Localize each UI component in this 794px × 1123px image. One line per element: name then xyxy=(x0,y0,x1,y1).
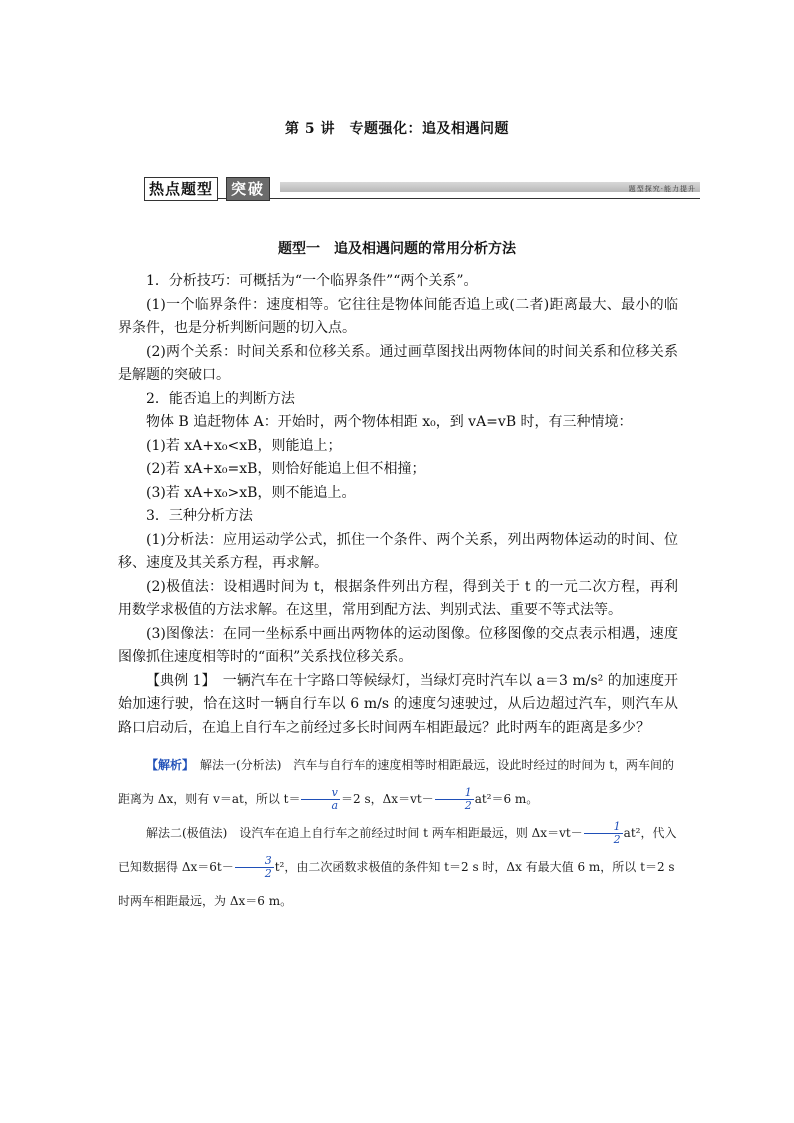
solution-text: 解法二(极值法) 设汽车在追上自行车之前经过时间 t 两车相距最远，则 Δx＝vt－ xyxy=(146,826,583,840)
solution-text: at²＝6 m。 xyxy=(474,792,539,806)
section-banner xyxy=(144,177,700,201)
paragraph: (2)极值法：设相遇时间为 t，根据条件列出方程，得到关于 t 的一元二次方程，再利用数学求极值的方法求解。在这里，常用到配方法、判别式法、重要不等式法等。 xyxy=(118,578,678,618)
solution-block xyxy=(118,748,678,918)
fraction-v-over-a: $\frac{v}{a}$ xyxy=(301,787,340,812)
solution-label: 【解析】 xyxy=(146,758,189,772)
paragraph: (1)若 xA+x₀<xB，则能追上； xyxy=(146,437,342,454)
paragraph: (2)两个关系：时间关系和位移关系。通过画草图找出两物体间的时间关系和位移关系是解题的突破口。 xyxy=(118,343,678,383)
paragraph: (2)若 xA+x₀=xB，则恰好能追上但不相撞； xyxy=(146,461,426,477)
lecture-title: 第 5 讲 专题强化：追及相遇问题 xyxy=(285,121,509,137)
solution-text: at²，代入已知数据得 Δx＝6t－ xyxy=(118,826,677,874)
paragraph: 2．能否追上的判断方法 xyxy=(146,390,295,407)
fraction-three-halves: $\frac{3}{2}$ xyxy=(235,855,274,880)
example-problem: 【典例 1】 一辆汽车在十字路口等候绿灯，当绿灯亮时汽车以 a＝3 m/s² 的加速度开始加速行驶，恰在这时一辆自行车以 6 m/s 的速度匀速驶过，从后边超过汽车，则汽车从路口启动后，在追上自行车之前经过多长时间两车相距最远？此时两车的距离是多少？ xyxy=(118,672,678,736)
banner-highlight: 突破 xyxy=(226,177,270,201)
fraction-one-half: $\frac{1}{2}$ xyxy=(584,821,623,846)
solution-text: ＝2 s，Δx＝vt－ xyxy=(341,792,434,806)
banner-caption: 题型探究·能力提升 xyxy=(628,185,696,193)
paragraph: (1)分析法：应用运动学公式，抓住一个条件、两个关系，列出两物体运动的时间、位移、速度及其关系方程，再求解。 xyxy=(118,531,678,571)
solution-text: 解法一(分析法) 汽车与自行车的速度相等时相距最远，设此时经过的时间为 t，两车间的距离为 Δx，则有 v＝at，所以 t＝ xyxy=(118,758,675,806)
paragraph: (1)一个临界条件：速度相等。它往往是物体间能否追上或(二者)距离最大、最小的临界条件，也是分析判断问题的切入点。 xyxy=(118,296,678,336)
paragraph: 1．分析技巧：可概括为“一个临界条件”“两个关系”。 xyxy=(146,273,478,289)
solution-text: t²，由二次函数求极值的条件知 t＝2 s 时，Δx 有最大值 6 m，所以 t＝2 s 时两车相距最远，为 Δx＝6 m。 xyxy=(118,860,675,908)
paragraph: 物体 B 追赶物体 A：开始时，两个物体相距 x₀，到 vA=vB 时，有三种情境： xyxy=(146,414,633,430)
paragraph: 3．三种分析方法 xyxy=(146,508,253,524)
section-title: 题型一 追及相遇问题的常用分析方法 xyxy=(278,241,516,257)
body-content xyxy=(118,270,678,740)
banner-label: 热点题型 xyxy=(144,177,218,201)
solution-method-2 xyxy=(118,816,678,918)
paragraph: (3)若 xA+x₀>xB，则不能追上。 xyxy=(146,484,356,501)
fraction-one-half: $\frac{1}{2}$ xyxy=(435,787,474,812)
paragraph: (3)图像法：在同一坐标系中画出两物体的运动图像。位移图像的交点表示相遇，速度图像抓住速度相等时的“面积”关系找位移关系。 xyxy=(118,625,678,665)
solution-method-1 xyxy=(118,748,678,816)
